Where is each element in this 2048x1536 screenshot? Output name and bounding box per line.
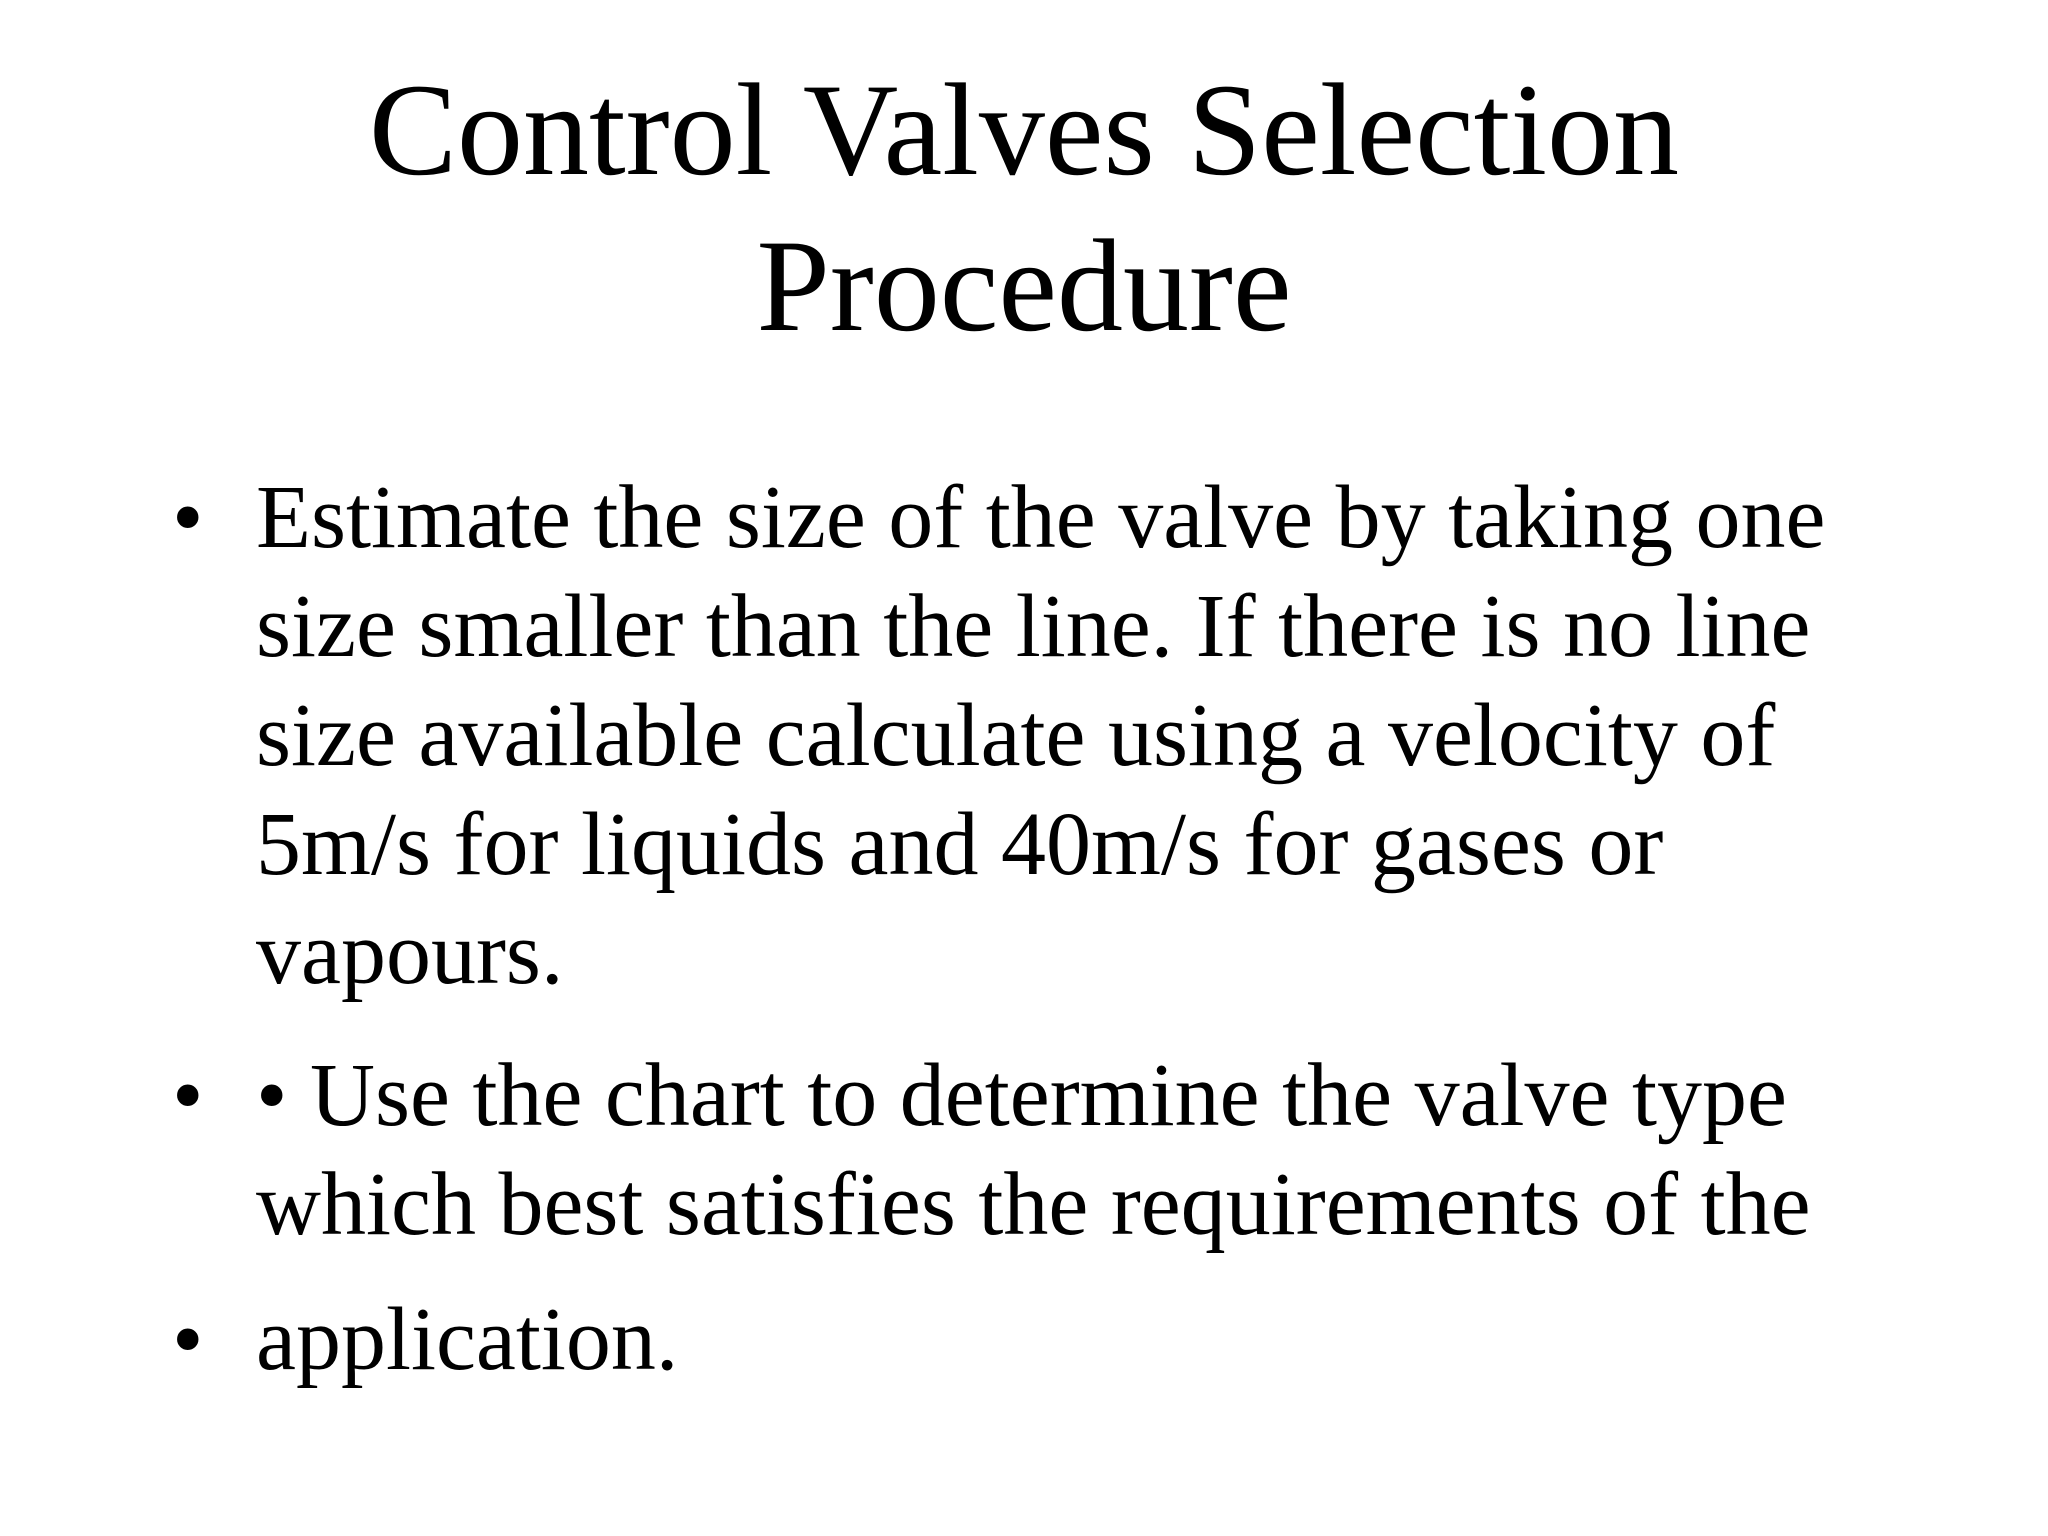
bullet-text — [256, 463, 1956, 1008]
bullet-line: size smaller than the line. If there is no line — [256, 577, 1811, 676]
bullet-text — [256, 1041, 1956, 1259]
bullet-line: which best satisfies the requirements of the — [256, 1155, 1811, 1254]
title-line-1: Control Valves Selection — [368, 56, 1680, 203]
bullet-line: • Use the chart to determine the valve type — [256, 1046, 1787, 1145]
bullet-line: vapours. — [256, 904, 564, 1003]
slide-title — [0, 52, 2048, 364]
bullet-marker: • — [172, 1290, 204, 1389]
bullet-line: Estimate the size of the valve by taking one — [256, 468, 1826, 567]
title-line-2: Procedure — [756, 212, 1292, 359]
bullet-line: size available calculate using a velocity of — [256, 686, 1776, 785]
bullet-text — [256, 1285, 1956, 1394]
bullet-line: 5m/s for liquids and 40m/s for gases or — [256, 795, 1664, 894]
bullet-marker: • — [172, 1046, 204, 1145]
bullet-line: application. — [256, 1290, 679, 1389]
bullet-marker: • — [172, 468, 204, 567]
